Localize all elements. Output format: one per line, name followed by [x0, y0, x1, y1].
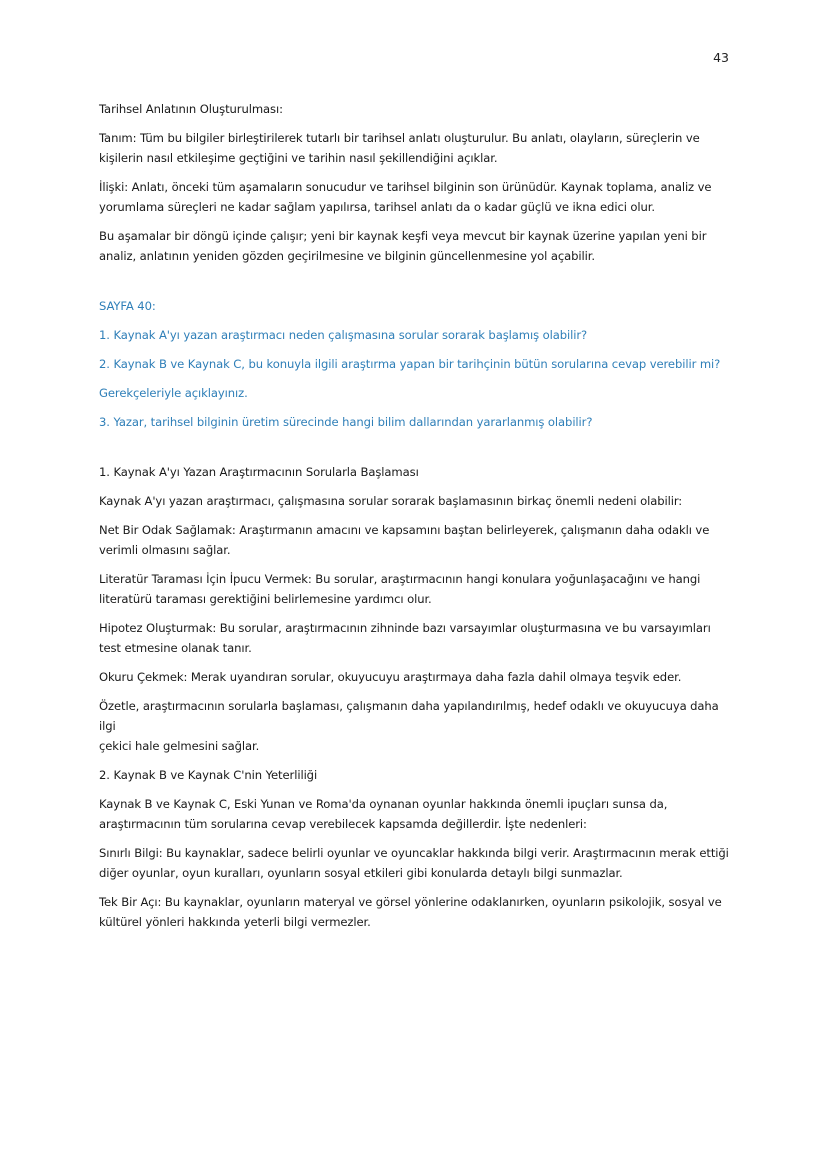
answer-1-point-4: Okuru Çekmek: Merak uyandıran sorular, okuyucuyu araştırmaya daha fazla dahil olmaya teşvik eder. [99, 670, 682, 684]
answer-1-summary-line-1: Özetle, araştırmacının sorularla başlaması, çalışmanın daha yapılandırılmış, hedef odaklı ve okuyucuya daha ilgi [99, 699, 719, 733]
answer-1-point-2-line-1: Literatür Taraması İçin İpucu Vermek: Bu sorular, araştırmacının hangi konulara yoğunlaşacağını ve hangi [99, 572, 701, 586]
cycle-line-1: Bu aşamalar bir döngü içinde çalışır; yeni bir kaynak keşfi veya mevcut bir kaynak üzerine yapılan yeni bir [99, 229, 707, 243]
answer-1-point-3-line-2: test etmesine olanak tanır. [99, 641, 252, 655]
answer-1-point-3-line-1: Hipotez Oluşturmak: Bu sorular, araştırmacının zihninde bazı varsayımlar oluşturmasına ve bu varsayımları [99, 621, 711, 635]
answer-2-point-2-line-1: Tek Bir Açı: Bu kaynaklar, oyunların materyal ve görsel yönlerine odaklanırken, oyunların psikolojik, sosyal ve [99, 895, 722, 909]
answer-1-heading: 1. Kaynak A'yı Yazan Araştırmacının Sorularla Başlaması [99, 465, 419, 479]
answer-2-point-2-line-2: kültürel yönleri hakkında yeterli bilgi vermezler. [99, 915, 371, 929]
question-2-line-1: 2. Kaynak B ve Kaynak C, bu konuyla ilgili araştırma yapan bir tarihçinin bütün sorularına cevap verebilir mi? [99, 357, 721, 371]
answer-2-intro-line-2: araştırmacının tüm sorularına cevap verebilecek kapsamda değillerdir. İşte nedenleri: [99, 817, 587, 831]
answer-2-intro-line-1: Kaynak B ve Kaynak C, Eski Yunan ve Roma'da oynanan oyunlar hakkında önemli ipuçları sunsa da, [99, 797, 668, 811]
answer-1-point-1-line-2: verimli olmasını sağlar. [99, 543, 231, 557]
answer-1-summary-line-2: çekici hale gelmesini sağlar. [99, 739, 260, 753]
answer-2-heading: 2. Kaynak B ve Kaynak C'nin Yeterliliği [99, 768, 318, 782]
answer-2-point-1-line-2: diğer oyunlar, oyun kuralları, oyunların sosyal etkileri gibi konularda detaylı bilgi sunmazlar. [99, 866, 623, 880]
relation-line-2: yorumlama süreçleri ne kadar sağlam yapılırsa, tarihsel anlatı da o kadar güçlü ve ikna edici olur. [99, 200, 655, 214]
questions-heading: SAYFA 40: [99, 299, 156, 313]
definition-line-1: Tanım: Tüm bu bilgiler birleştirilerek tutarlı bir tarihsel anlatı oluşturulur. Bu anlatı, olayların, süreçlerin ve [99, 131, 700, 145]
answer-1-point-2-line-2: literatürü taraması gerektiğini belirlemesine yardımcı olur. [99, 592, 432, 606]
definition-line-2: kişilerin nasıl etkileşime geçtiğini ve tarihin nasıl şekillendiğini açıklar. [99, 151, 498, 165]
page-content [99, 99, 729, 932]
page-number: 43 [713, 50, 729, 65]
relation-line-1: İlişki: Anlatı, önceki tüm aşamaların sonucudur ve tarihsel bilginin son ürünüdür. Kaynak toplama, analiz ve [99, 180, 712, 194]
answer-1-intro: Kaynak A'yı yazan araştırmacı, çalışmasına sorular sorarak başlamasının birkaç önemli nedeni olabilir: [99, 494, 683, 508]
cycle-line-2: analiz, anlatının yeniden gözden geçirilmesine ve bilginin güncellenmesine yol açabilir. [99, 249, 595, 263]
section-heading: Tarihsel Anlatının Oluşturulması: [99, 102, 283, 116]
answer-2-point-1-line-1: Sınırlı Bilgi: Bu kaynaklar, sadece belirli oyunlar ve oyuncaklar hakkında bilgi verir. Araştırmacının merak ettiği [99, 846, 729, 860]
question-2-line-2: Gerekçeleriyle açıklayınız. [99, 386, 248, 400]
question-1: 1. Kaynak A'yı yazan araştırmacı neden çalışmasına sorular sorarak başlamış olabilir? [99, 328, 588, 342]
answer-1-point-1-line-1: Net Bir Odak Sağlamak: Araştırmanın amacını ve kapsamını baştan belirleyerek, çalışmanın daha odaklı ve [99, 523, 710, 537]
question-3: 3. Yazar, tarihsel bilginin üretim sürecinde hangi bilim dallarından yararlanmış olabilir? [99, 415, 593, 429]
